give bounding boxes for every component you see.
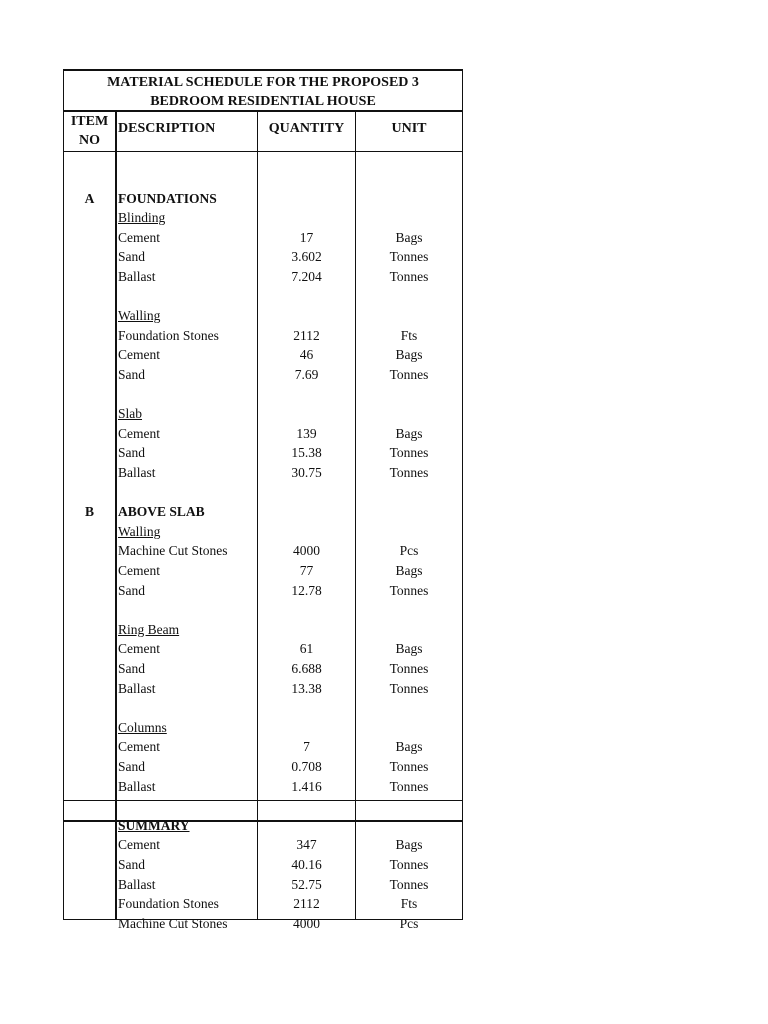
cell-unit: Bags	[395, 425, 423, 441]
cell-desc: FOUNDATIONS	[118, 190, 217, 206]
cell-desc: Sand	[118, 857, 145, 872]
cell-desc: Sand	[118, 661, 145, 676]
cell-qty: 7	[303, 739, 310, 755]
cell-desc: Cement	[118, 425, 160, 441]
table-border-right	[462, 69, 463, 920]
cell-desc: SUMMARY	[118, 817, 190, 833]
cell-desc: Sand	[118, 445, 145, 461]
cell-unit: Tonnes	[389, 778, 429, 794]
cell-desc: Columns	[118, 719, 167, 735]
cell-qty: 40.16	[291, 857, 322, 872]
cell-desc: Ballast	[118, 876, 156, 892]
cell-unit: Tonnes	[389, 661, 429, 676]
cell-qty: 6.688	[291, 661, 322, 676]
cell-desc: Walling	[118, 308, 161, 324]
cell-desc: Sand	[118, 367, 145, 382]
cell-desc: Cement	[118, 739, 160, 755]
cell-qty: 1.416	[291, 778, 322, 794]
cell-unit: Bags	[395, 347, 423, 363]
cell-qty: 2112	[293, 327, 320, 343]
table-border-top	[63, 69, 463, 71]
cell-desc: Ring Beam	[118, 621, 180, 637]
cell-qty: 3.602	[291, 249, 322, 265]
summary-top-divider	[63, 800, 463, 801]
cell-qty: 12.78	[291, 582, 322, 598]
cell-qty: 13.38	[291, 680, 322, 696]
header-item-no	[63, 112, 116, 150]
cell-desc: Blinding	[118, 210, 166, 226]
cell-desc: Sand	[118, 249, 145, 265]
cell-desc: Cement	[118, 837, 160, 853]
cell-unit: Fts	[400, 327, 418, 343]
cell-qty: 17	[299, 229, 314, 245]
header-description: DESCRIPTION	[118, 121, 216, 136]
cell-unit: Tonnes	[389, 269, 429, 284]
cell-qty: 52.75	[291, 876, 322, 892]
header-quantity: QUANTITY	[268, 121, 345, 136]
cell-desc: Sand	[118, 582, 145, 598]
cell-unit: Fts	[400, 896, 418, 912]
cell-desc: Ballast	[118, 680, 156, 696]
cell-unit: Tonnes	[389, 680, 429, 696]
cell-desc: Machine Cut Stones	[118, 915, 228, 931]
cell-unit: Bags	[395, 229, 423, 245]
cell-unit: Tonnes	[389, 582, 429, 598]
cell-unit: Tonnes	[389, 465, 429, 480]
cell-unit: Bags	[395, 739, 423, 755]
cell-desc: Ballast	[118, 465, 156, 480]
cell-desc: Cement	[118, 347, 160, 363]
cell-unit: Tonnes	[389, 367, 429, 382]
header-unit: UNIT	[391, 121, 427, 136]
cell-desc: Ballast	[118, 778, 156, 794]
cell-qty: 77	[299, 563, 314, 578]
cell-unit: Tonnes	[389, 857, 429, 872]
cell-qty: 0.708	[291, 759, 322, 774]
cell-item: B	[84, 504, 94, 520]
material-schedule-table	[63, 69, 463, 931]
cell-qty: 61	[299, 641, 314, 657]
cell-desc: Foundation Stones	[118, 327, 219, 343]
cell-qty: 7.69	[294, 367, 319, 382]
cell-unit: Bags	[395, 837, 423, 853]
cell-desc: Machine Cut Stones	[118, 543, 228, 559]
schedule-title-line-2: BEDROOM RESIDENTIAL HOUSE	[150, 94, 376, 109]
cell-unit: Pcs	[399, 915, 419, 931]
cell-qty: 7.204	[291, 269, 322, 284]
cell-desc: Sand	[118, 759, 145, 774]
cell-desc: Slab	[118, 406, 143, 422]
cell-unit: Tonnes	[389, 445, 429, 461]
cell-qty: 30.75	[291, 465, 322, 480]
header-divider	[63, 151, 463, 152]
header-item-line-2: NO	[79, 133, 100, 148]
cell-desc: Foundation Stones	[118, 896, 219, 912]
cell-desc: Walling	[118, 523, 161, 539]
schedule-title-line-1: MATERIAL SCHEDULE FOR THE PROPOSED 3	[107, 75, 419, 90]
cell-qty: 2112	[293, 896, 320, 912]
cell-unit: Bags	[395, 641, 423, 657]
cell-desc: ABOVE SLAB	[118, 504, 205, 520]
cell-unit: Tonnes	[389, 876, 429, 892]
cell-desc: Ballast	[118, 269, 156, 284]
cell-unit: Pcs	[399, 543, 419, 559]
cell-qty: 347	[296, 837, 317, 853]
header-item-line-1: ITEM	[70, 114, 109, 129]
cell-qty: 46	[299, 347, 314, 363]
cell-unit: Tonnes	[389, 249, 429, 265]
cell-desc: Cement	[118, 563, 160, 578]
cell-item: A	[84, 190, 95, 206]
cell-desc: Cement	[118, 641, 160, 657]
cell-qty: 139	[296, 425, 317, 441]
cell-unit: Tonnes	[389, 759, 429, 774]
cell-unit: Bags	[395, 563, 423, 578]
cell-qty: 4000	[293, 915, 320, 931]
cell-qty: 15.38	[291, 445, 322, 461]
cell-desc: Cement	[118, 229, 160, 245]
cell-qty: 4000	[293, 543, 320, 559]
